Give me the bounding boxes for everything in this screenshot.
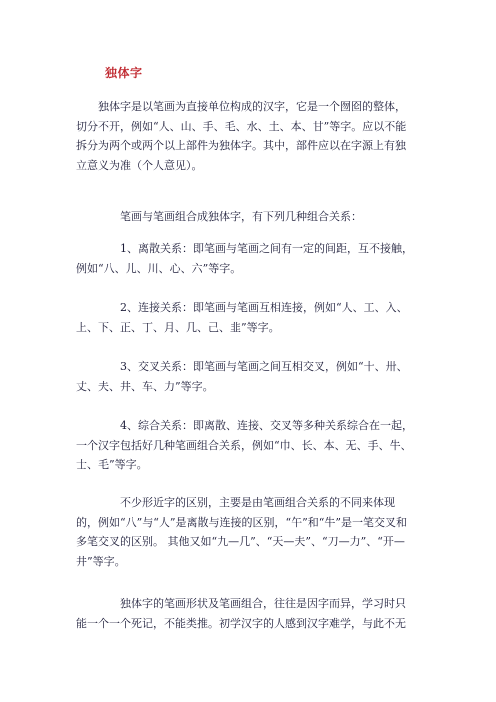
paragraph-combined-relation <box>76 416 426 475</box>
text-line: 笔画与笔画组合成独体字，有下列几种组合关系： <box>76 210 362 223</box>
text-line: 井”等字。 <box>76 554 126 568</box>
paragraph-combination-intro <box>76 207 426 227</box>
paragraph-learning-note <box>76 594 426 633</box>
text-line: 士、毛”等字。 <box>76 458 148 471</box>
document-title: 独体字 <box>105 66 143 80</box>
text-line: 丈、夫、井、车、力”等字。 <box>76 379 214 393</box>
text-line: 1、离散关系：即笔画与笔画之间有一定的间距，互不接触， <box>76 242 413 255</box>
text-line: 拆分为两个或两个以上部件为独体字。其中，部件应以在字源上有独 <box>76 139 406 152</box>
text-line: 3、交叉关系：即笔画与笔画之间互相交叉，例如“十、卅、 <box>76 360 408 373</box>
text-line: 独体字是以笔画为直接单位构成的汉字，它是一个囫囵的整体， <box>76 100 406 113</box>
paragraph-similar-characters <box>76 493 426 571</box>
paragraph-separate-relation <box>76 239 426 278</box>
paragraph-intro <box>76 97 426 175</box>
text-line: 切分不开，例如“人、山、手、毛、水、土、本、甘”等字。应以不能 <box>76 119 407 133</box>
text-line: 2、连接关系：即笔画与笔画互相连接，例如“人、工、入、 <box>76 301 408 314</box>
text-line: 4、综合关系：即离散、连接、交叉等多种关系综合在一起， <box>76 419 413 432</box>
text-line: 的，例如“八”与“人”是离散与连接的区别，“午”和“牛”是一笔交叉和 <box>76 515 407 529</box>
paragraph-cross-relation <box>76 357 426 396</box>
text-line: 多笔交叉的区别。 其他又如“九—几”、“天—夫”、“刀—力”、“开— <box>76 535 405 548</box>
text-line: 独体字的笔画形状及笔画组合，往往是因字而异，学习时只 <box>76 597 406 610</box>
text-line: 能一个一个死记，不能类推。初学汉字的人感到汉字难学，与此不无 <box>76 616 406 630</box>
text-line: 例如“八、儿、川、心、六”等字。 <box>76 261 242 275</box>
text-line: 立意义为准（个人意见）。 <box>76 158 203 172</box>
text-line: 一个汉字包括好几种笔画组合关系，例如“巾、长、本、无、手、牛、 <box>76 438 412 452</box>
text-line: 不少形近字的区别，主要是由笔画组合关系的不同来体现 <box>76 496 395 509</box>
paragraph-connect-relation <box>76 298 426 337</box>
text-line: 上、下、正、丁、月、几、己、韭”等字。 <box>76 320 280 334</box>
